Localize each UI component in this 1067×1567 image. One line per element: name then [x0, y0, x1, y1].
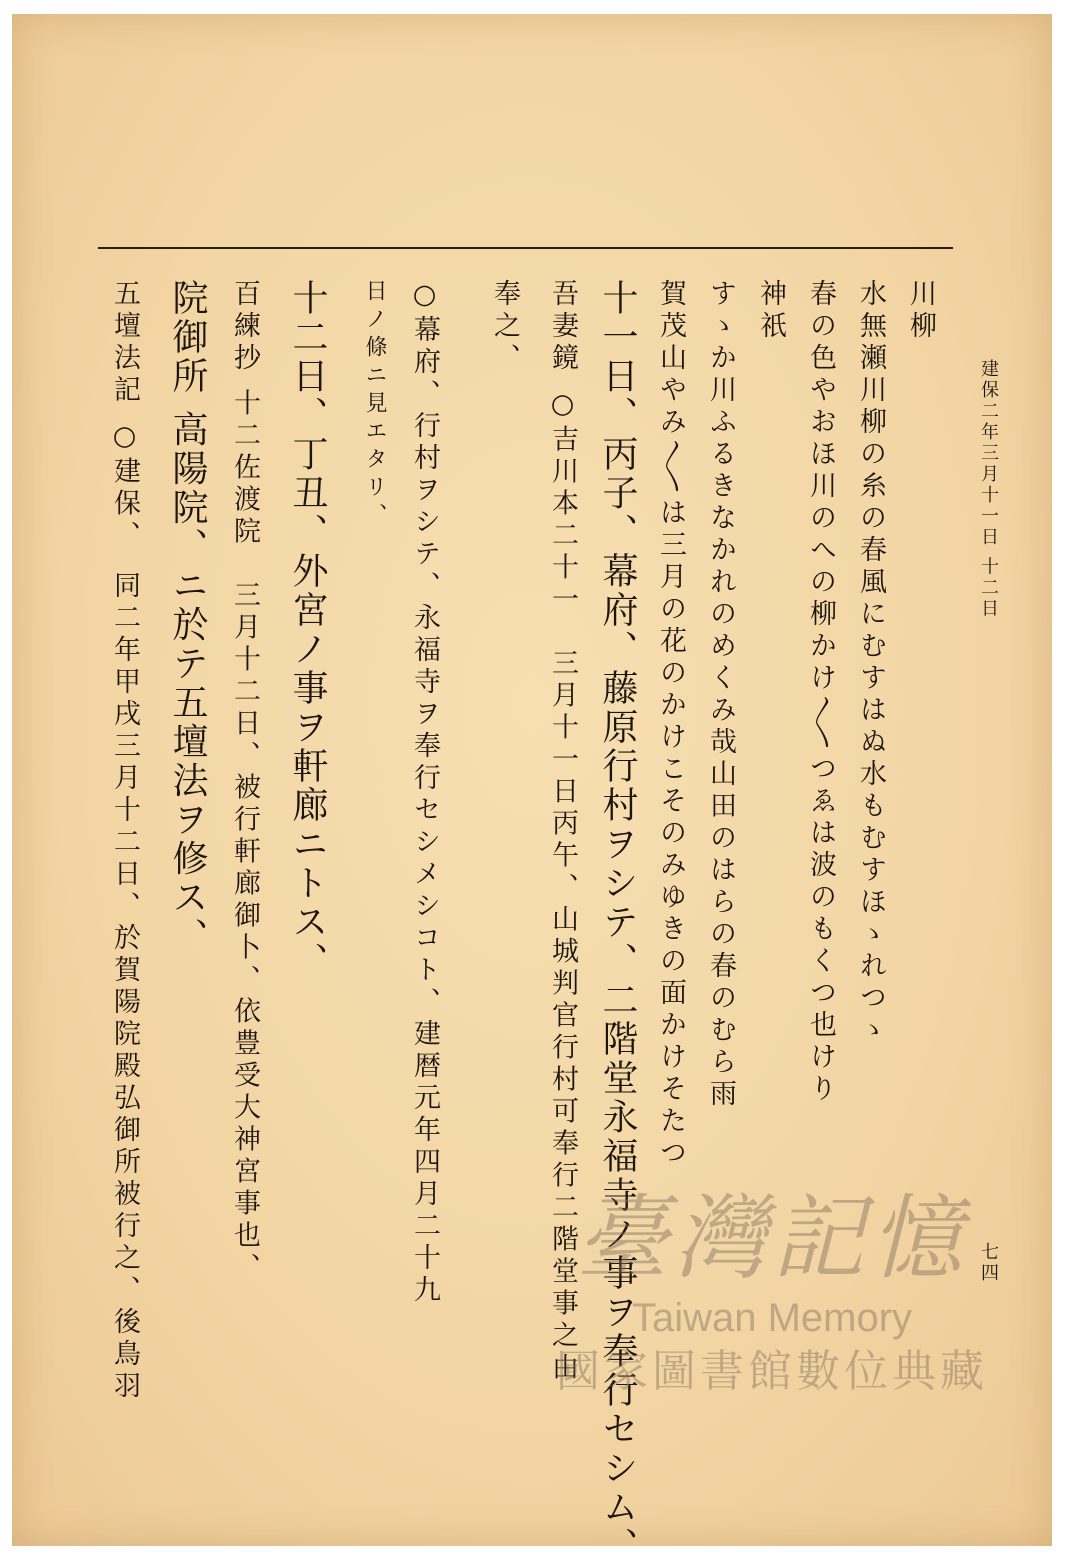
body-text: 奉之、: [489, 279, 520, 375]
watermark: [542, 1184, 1002, 1434]
entry-heading: 院御所 高陽院、ニ於テ五壇法ヲ修ス、: [167, 279, 208, 957]
note-text: 日ノ條ニ見エタリ、: [362, 279, 387, 531]
source-citation: 吾妻鏡 ○吉川本二十一 三月十一日丙午、山城判官行村可奉行二階堂事之由: [547, 279, 578, 1385]
running-header: 建保二年三月十一日 十二日: [978, 359, 999, 620]
section-title-senryu: 川柳: [905, 279, 936, 343]
poem-line: すゝか川ふるきなかれのめくみ哉山田のはらの春のむら雨: [705, 279, 736, 1111]
page-number: 七四: [978, 1242, 999, 1284]
entry-heading: 十二日、丁丑、外宮ノ事ヲ軒廊ニトス、: [287, 279, 328, 981]
watermark-english: Taiwan Memory: [631, 1296, 913, 1340]
section-title-jingi: 神祇: [755, 279, 786, 343]
watermark-subtitle: 國家圖書館數位典藏: [556, 1346, 988, 1397]
header-rule: [98, 247, 953, 249]
entry-heading: 十一日、丙子、幕府、藤原行村ヲシテ、二階堂永福寺ノ事ヲ奉行セシム、: [597, 279, 638, 1566]
poem-line: 賀茂山やみ〳〵は三月の花のかけこそのみゆきの面かけそたつ: [655, 279, 686, 1170]
poem-line: 春の色やおほ川のへの柳かけ〳〵つゑは波のもくつ也けり: [805, 279, 836, 1106]
document-page: [12, 14, 1052, 1566]
source-citation: 百練抄 十二佐渡院 三月十二日、被行軒廊御卜、依豊受大神宮事也、: [229, 279, 260, 1285]
watermark-title: 臺灣記憶: [575, 1185, 968, 1292]
note-text: ○幕府、行村ヲシテ、永福寺ヲ奉行セシメシコト、建暦元年四月二十九: [409, 279, 440, 1307]
poem-line: 水無瀬川柳の糸の春風にむすはぬ水もむすほゝれつゝ: [855, 279, 886, 1047]
source-citation: 五壇法記 ○建保、 同二年甲戌三月十二日、於賀陽院殿弘御所被行之、後鳥羽: [109, 279, 140, 1404]
